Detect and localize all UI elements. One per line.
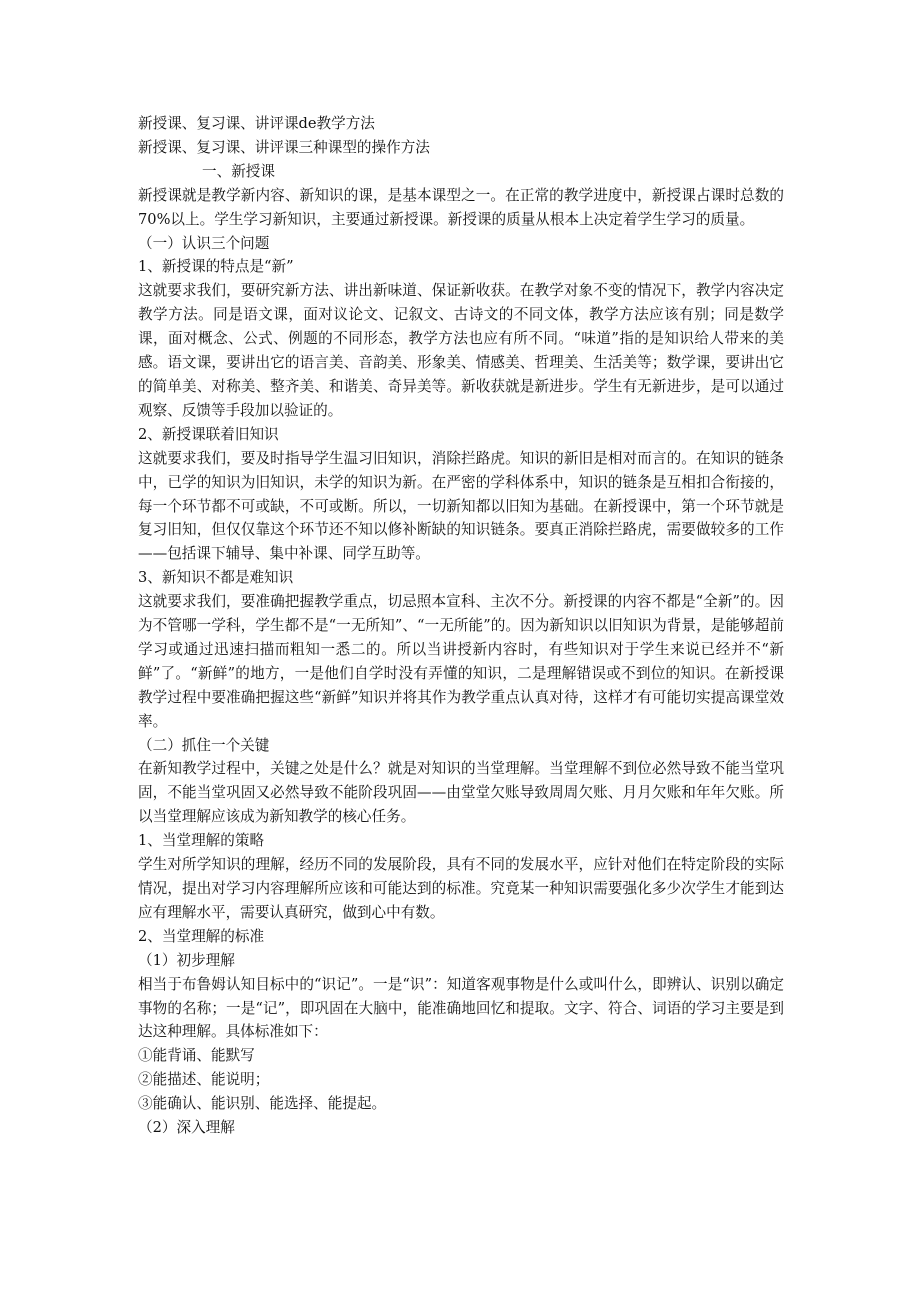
section-heading-new-lesson: 一、新授课 [202, 162, 275, 180]
paragraph-initial: 相当于布鲁姆认知目标中的“识记”。一是“识”：知道客观事物是什么或叫什么，即辨认、识别以确定事物的名称；一是“记”，即巩固在大脑中，能准确地回忆和提取。文字、符合、词语的学习主要是到达这种理解。具体标准如下： [138, 975, 784, 1041]
point-heading-standard: 2、当堂理解的标准 [138, 927, 265, 945]
list-item-1: ①能背诵、能默写 [138, 1047, 255, 1065]
point-heading-2: 2、新授课联着旧知识 [138, 425, 279, 443]
document-subtitle: 新授课、复习课、讲评课三种课型的操作方法 [138, 138, 430, 156]
subsection-heading-three-issues: （一）认识三个问题 [138, 234, 270, 252]
point-heading-1: 1、新授课的特点是“新” [138, 258, 294, 276]
level-heading-deep: （2）深入理解 [138, 1119, 235, 1137]
paragraph-strategy: 学生对所学知识的理解，经历不同的发展阶段，具有不同的发展水平，应针对他们在特定阶段的实际情况，提出对学习内容理解所应该和可能达到的标准。究竟某一种知识需要强化多少次学生才能到达应有理解水平，需要认真研究，做到心中有数。 [138, 856, 784, 921]
paragraph-point-3: 这就要求我们，要准确把握教学重点，切忌照本宣科、主次不分。新授课的内容不都是“全新”的。因为不管哪一学科，学生都不是“一无所知”、“一无所能”的。因为新知识以旧知识为背景，是能够超前学习或通过迅速扫描而粗知一悉二的。所以当讲授新内容时，有些知识对于学生来说已经并不“新鲜”了。“新鲜”的地方，一是他们自学时没有弄懂的知识，二是理解错误或不到位的知识。在新授课教学过程中要准确把握这些“新鲜”知识并将其作为教学重点认真对待，这样才有可能切实提高课堂效率。 [138, 593, 784, 730]
paragraph-point-1: 这就要求我们，要研究新方法、讲出新味道、保证新收获。在教学对象不变的情况下，教学内容决定教学方法。同是语文课，面对议论文、记叙文、古诗文的不同文体，教学方法应该有别；同是数学课，面对概念、公式、例题的不同形态，教学方法也应有所不同。“味道”指的是知识给人带来的美感。语文课，要讲出它的语言美、音韵美、形象美、情感美、哲理美、生活美等；数学课，要讲出它的简单美、对称美、整齐美、和谐美、奇异美等。新收获就是新进步。学生有无新进步，是可以通过观察、反馈等手段加以验证的。 [138, 282, 784, 419]
list-item-2: ②能描述、能说明； [138, 1071, 270, 1089]
paragraph-point-2: 这就要求我们，要及时指导学生温习旧知识，消除拦路虎。知识的新旧是相对而言的。在知识的链条中，已学的知识为旧知识，未学的知识为新。在严密的学科体系中，知识的链条是互相扣合衔接的，每一个环节都不可或缺，不可或断。所以，一切新知都以旧知为基础。在新授课中，第一个环节就是复习旧知，但仅仅靠这个环节还不知以修补断缺的知识链条。要真正消除拦路虎，需要做较多的工作——包括课下辅导、集中补课、同学互助等。 [138, 449, 784, 563]
point-heading-3: 3、新知识不都是难知识 [138, 569, 294, 587]
level-heading-initial: （1）初步理解 [138, 951, 235, 969]
list-item-3: ③能确认、能识别、能选择、能提起。 [138, 1095, 387, 1113]
subsection-heading-key: （二）抓住一个关键 [138, 736, 270, 754]
paragraph-key: 在新知教学过程中，关键之处是什么？就是对知识的当堂理解。当堂理解不到位必然导致不能当堂巩固，不能当堂巩固又必然导致不能阶段巩固——由堂堂欠账导致周周欠账、月月欠账和年年欠账。所以当堂理解应该成为新知教学的核心任务。 [138, 760, 784, 826]
document-page [138, 112, 784, 1140]
point-heading-strategy: 1、当堂理解的策略 [138, 832, 265, 850]
document-title: 新授课、复习课、讲评课de教学方法 [138, 115, 375, 132]
intro-paragraph: 新授课就是教学新内容、新知识的课，是基本课型之一。在正常的教学进度中，新授课占课时总数的70%以上。学生学习新知识，主要通过新授课。新授课的质量从根本上决定着学生学习的质量。 [138, 186, 784, 228]
